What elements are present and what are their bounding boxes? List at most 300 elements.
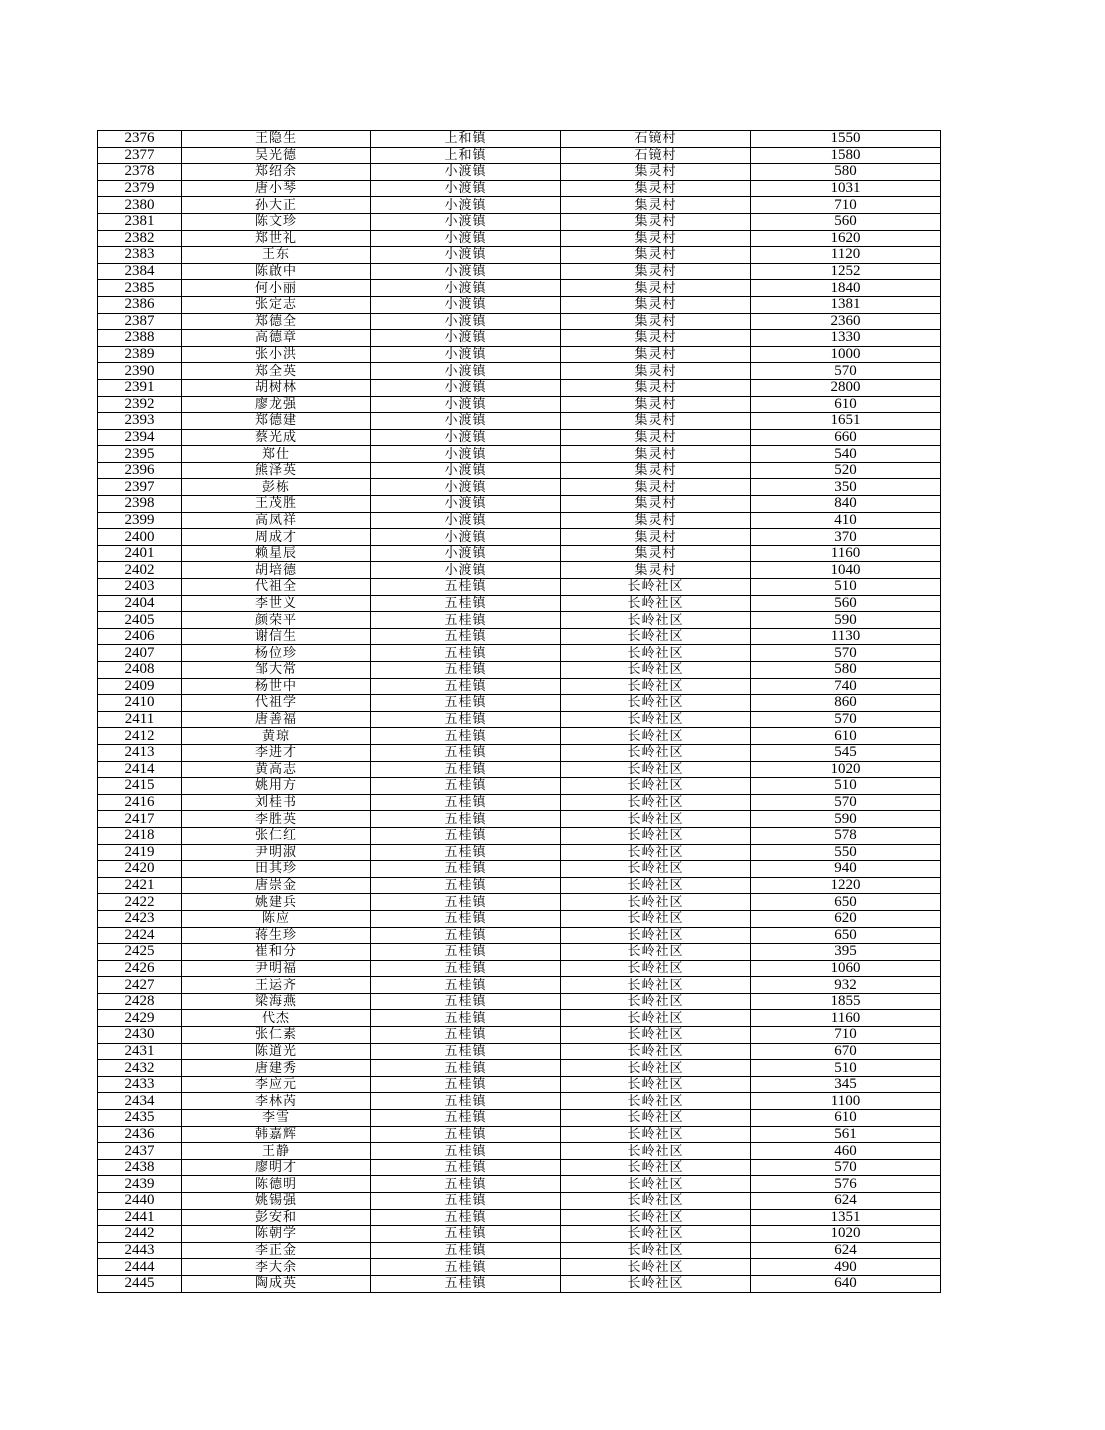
town-cell: 上和镇 (371, 131, 561, 148)
name-cell: 李世义 (182, 595, 371, 612)
amount-cell: 510 (751, 579, 941, 596)
amount-cell: 1160 (751, 1010, 941, 1027)
village-cell: 长岭社区 (561, 1060, 751, 1077)
amount-cell: 1330 (751, 330, 941, 347)
village-cell: 长岭社区 (561, 1043, 751, 1060)
table-row (98, 927, 941, 944)
serial-number-cell: 2441 (98, 1209, 182, 1226)
serial-number-cell: 2380 (98, 197, 182, 214)
table-row (98, 247, 941, 264)
amount-cell: 540 (751, 446, 941, 463)
amount-cell: 650 (751, 927, 941, 944)
table-body (98, 131, 941, 1293)
serial-number-cell: 2397 (98, 479, 182, 496)
town-cell: 小渡镇 (371, 413, 561, 430)
serial-number-cell: 2416 (98, 794, 182, 811)
serial-number-cell: 2389 (98, 346, 182, 363)
town-cell: 小渡镇 (371, 545, 561, 562)
village-cell: 集灵村 (561, 164, 751, 181)
name-cell: 王运齐 (182, 977, 371, 994)
table-row (98, 180, 941, 197)
name-cell: 廖明才 (182, 1159, 371, 1176)
town-cell: 五桂镇 (371, 1043, 561, 1060)
town-cell: 五桂镇 (371, 1259, 561, 1276)
serial-number-cell: 2400 (98, 529, 182, 546)
amount-cell: 510 (751, 778, 941, 795)
amount-cell: 570 (751, 794, 941, 811)
serial-number-cell: 2381 (98, 213, 182, 230)
amount-cell: 570 (751, 1159, 941, 1176)
name-cell: 黄琼 (182, 728, 371, 745)
name-cell: 李进才 (182, 744, 371, 761)
name-cell: 高德章 (182, 330, 371, 347)
village-cell: 长岭社区 (561, 1226, 751, 1243)
town-cell: 小渡镇 (371, 363, 561, 380)
serial-number-cell: 2383 (98, 247, 182, 264)
serial-number-cell: 2407 (98, 645, 182, 662)
amount-cell: 590 (751, 811, 941, 828)
name-cell: 赖星辰 (182, 545, 371, 562)
town-cell: 五桂镇 (371, 1143, 561, 1160)
town-cell: 五桂镇 (371, 811, 561, 828)
serial-number-cell: 2385 (98, 280, 182, 297)
table-row (98, 164, 941, 181)
amount-cell: 660 (751, 429, 941, 446)
name-cell: 张仁红 (182, 827, 371, 844)
town-cell: 小渡镇 (371, 512, 561, 529)
town-cell: 五桂镇 (371, 1027, 561, 1044)
village-cell: 集灵村 (561, 379, 751, 396)
name-cell: 蔡光成 (182, 429, 371, 446)
village-cell: 长岭社区 (561, 944, 751, 961)
table-row (98, 1093, 941, 1110)
town-cell: 小渡镇 (371, 496, 561, 513)
table-row (98, 1126, 941, 1143)
village-cell: 长岭社区 (561, 877, 751, 894)
town-cell: 五桂镇 (371, 1193, 561, 1210)
data-table (97, 130, 941, 1293)
name-cell: 何小丽 (182, 280, 371, 297)
amount-cell: 570 (751, 363, 941, 380)
serial-number-cell: 2401 (98, 545, 182, 562)
table-row (98, 612, 941, 629)
village-cell: 长岭社区 (561, 628, 751, 645)
serial-number-cell: 2405 (98, 612, 182, 629)
amount-cell: 1020 (751, 1226, 941, 1243)
name-cell: 代祖学 (182, 695, 371, 712)
town-cell: 小渡镇 (371, 330, 561, 347)
table-row (98, 662, 941, 679)
name-cell: 李应元 (182, 1076, 371, 1093)
serial-number-cell: 2415 (98, 778, 182, 795)
village-cell: 集灵村 (561, 562, 751, 579)
serial-number-cell: 2402 (98, 562, 182, 579)
serial-number-cell: 2430 (98, 1027, 182, 1044)
serial-number-cell: 2390 (98, 363, 182, 380)
table-row (98, 628, 941, 645)
town-cell: 五桂镇 (371, 1110, 561, 1127)
serial-number-cell: 2439 (98, 1176, 182, 1193)
serial-number-cell: 2443 (98, 1242, 182, 1259)
table-row (98, 894, 941, 911)
serial-number-cell: 2429 (98, 1010, 182, 1027)
town-cell: 五桂镇 (371, 1209, 561, 1226)
village-cell: 集灵村 (561, 180, 751, 197)
amount-cell: 1160 (751, 545, 941, 562)
amount-cell: 1651 (751, 413, 941, 430)
amount-cell: 1855 (751, 993, 941, 1010)
table-row (98, 147, 941, 164)
village-cell: 长岭社区 (561, 894, 751, 911)
serial-number-cell: 2436 (98, 1126, 182, 1143)
town-cell: 小渡镇 (371, 529, 561, 546)
name-cell: 周成才 (182, 529, 371, 546)
table-row (98, 197, 941, 214)
serial-number-cell: 2393 (98, 413, 182, 430)
table-row (98, 1242, 941, 1259)
table-row (98, 778, 941, 795)
village-cell: 长岭社区 (561, 662, 751, 679)
amount-cell: 1000 (751, 346, 941, 363)
amount-cell: 840 (751, 496, 941, 513)
table-row (98, 811, 941, 828)
serial-number-cell: 2378 (98, 164, 182, 181)
town-cell: 五桂镇 (371, 944, 561, 961)
serial-number-cell: 2410 (98, 695, 182, 712)
table-row (98, 579, 941, 596)
village-cell: 长岭社区 (561, 844, 751, 861)
table-row (98, 131, 941, 148)
village-cell: 长岭社区 (561, 794, 751, 811)
town-cell: 五桂镇 (371, 628, 561, 645)
village-cell: 长岭社区 (561, 1242, 751, 1259)
village-cell: 长岭社区 (561, 1259, 751, 1276)
amount-cell: 560 (751, 595, 941, 612)
serial-number-cell: 2445 (98, 1275, 182, 1292)
amount-cell: 610 (751, 396, 941, 413)
amount-cell: 560 (751, 213, 941, 230)
village-cell: 长岭社区 (561, 811, 751, 828)
name-cell: 杨世中 (182, 678, 371, 695)
town-cell: 五桂镇 (371, 1159, 561, 1176)
table-row (98, 744, 941, 761)
name-cell: 胡培德 (182, 562, 371, 579)
village-cell: 长岭社区 (561, 1143, 751, 1160)
village-cell: 集灵村 (561, 545, 751, 562)
town-cell: 小渡镇 (371, 562, 561, 579)
village-cell: 长岭社区 (561, 678, 751, 695)
name-cell: 熊泽英 (182, 462, 371, 479)
amount-cell: 590 (751, 612, 941, 629)
town-cell: 五桂镇 (371, 927, 561, 944)
town-cell: 五桂镇 (371, 579, 561, 596)
amount-cell: 1580 (751, 147, 941, 164)
village-cell: 石镜村 (561, 131, 751, 148)
table-row (98, 446, 941, 463)
town-cell: 小渡镇 (371, 280, 561, 297)
village-cell: 长岭社区 (561, 827, 751, 844)
serial-number-cell: 2435 (98, 1110, 182, 1127)
table-row (98, 728, 941, 745)
name-cell: 陶成英 (182, 1275, 371, 1292)
name-cell: 张仁素 (182, 1027, 371, 1044)
table-row (98, 330, 941, 347)
town-cell: 五桂镇 (371, 844, 561, 861)
serial-number-cell: 2382 (98, 230, 182, 247)
village-cell: 集灵村 (561, 512, 751, 529)
town-cell: 小渡镇 (371, 446, 561, 463)
amount-cell: 1100 (751, 1093, 941, 1110)
village-cell: 长岭社区 (561, 1176, 751, 1193)
serial-number-cell: 2376 (98, 131, 182, 148)
name-cell: 陈德明 (182, 1176, 371, 1193)
town-cell: 五桂镇 (371, 910, 561, 927)
name-cell: 孙大正 (182, 197, 371, 214)
village-cell: 集灵村 (561, 313, 751, 330)
table-row (98, 296, 941, 313)
village-cell: 长岭社区 (561, 711, 751, 728)
name-cell: 张定志 (182, 296, 371, 313)
amount-cell: 460 (751, 1143, 941, 1160)
village-cell: 石镜村 (561, 147, 751, 164)
amount-cell: 510 (751, 1060, 941, 1077)
amount-cell: 610 (751, 1110, 941, 1127)
village-cell: 长岭社区 (561, 1076, 751, 1093)
serial-number-cell: 2418 (98, 827, 182, 844)
amount-cell: 578 (751, 827, 941, 844)
village-cell: 集灵村 (561, 479, 751, 496)
table-row (98, 396, 941, 413)
serial-number-cell: 2394 (98, 429, 182, 446)
village-cell: 长岭社区 (561, 1275, 751, 1292)
table-row (98, 263, 941, 280)
name-cell: 刘桂书 (182, 794, 371, 811)
serial-number-cell: 2386 (98, 296, 182, 313)
name-cell: 姚建兵 (182, 894, 371, 911)
serial-number-cell: 2411 (98, 711, 182, 728)
town-cell: 五桂镇 (371, 1060, 561, 1077)
serial-number-cell: 2423 (98, 910, 182, 927)
amount-cell: 2800 (751, 379, 941, 396)
amount-cell: 740 (751, 678, 941, 695)
amount-cell: 580 (751, 662, 941, 679)
town-cell: 小渡镇 (371, 479, 561, 496)
serial-number-cell: 2417 (98, 811, 182, 828)
town-cell: 五桂镇 (371, 827, 561, 844)
village-cell: 长岭社区 (561, 861, 751, 878)
name-cell: 陈道光 (182, 1043, 371, 1060)
village-cell: 长岭社区 (561, 778, 751, 795)
town-cell: 小渡镇 (371, 296, 561, 313)
name-cell: 颜荣平 (182, 612, 371, 629)
name-cell: 廖龙强 (182, 396, 371, 413)
name-cell: 高凤祥 (182, 512, 371, 529)
village-cell: 长岭社区 (561, 1126, 751, 1143)
serial-number-cell: 2433 (98, 1076, 182, 1093)
town-cell: 小渡镇 (371, 164, 561, 181)
name-cell: 黄高志 (182, 761, 371, 778)
amount-cell: 370 (751, 529, 941, 546)
serial-number-cell: 2377 (98, 147, 182, 164)
amount-cell: 640 (751, 1275, 941, 1292)
town-cell: 小渡镇 (371, 213, 561, 230)
village-cell: 长岭社区 (561, 977, 751, 994)
amount-cell: 624 (751, 1193, 941, 1210)
village-cell: 长岭社区 (561, 1159, 751, 1176)
amount-cell: 932 (751, 977, 941, 994)
table-row (98, 944, 941, 961)
table-row (98, 1275, 941, 1292)
name-cell: 李林芮 (182, 1093, 371, 1110)
name-cell: 陈朝学 (182, 1226, 371, 1243)
village-cell: 长岭社区 (561, 1209, 751, 1226)
amount-cell: 1840 (751, 280, 941, 297)
town-cell: 五桂镇 (371, 744, 561, 761)
town-cell: 五桂镇 (371, 1275, 561, 1292)
amount-cell: 561 (751, 1126, 941, 1143)
town-cell: 五桂镇 (371, 695, 561, 712)
serial-number-cell: 2414 (98, 761, 182, 778)
table-row (98, 479, 941, 496)
name-cell: 尹明淑 (182, 844, 371, 861)
amount-cell: 2360 (751, 313, 941, 330)
town-cell: 五桂镇 (371, 595, 561, 612)
village-cell: 集灵村 (561, 396, 751, 413)
name-cell: 代杰 (182, 1010, 371, 1027)
table-row (98, 960, 941, 977)
amount-cell: 710 (751, 1027, 941, 1044)
town-cell: 小渡镇 (371, 462, 561, 479)
name-cell: 唐崇金 (182, 877, 371, 894)
name-cell: 郑德建 (182, 413, 371, 430)
amount-cell: 1351 (751, 1209, 941, 1226)
village-cell: 长岭社区 (561, 993, 751, 1010)
town-cell: 五桂镇 (371, 877, 561, 894)
amount-cell: 1040 (751, 562, 941, 579)
amount-cell: 610 (751, 728, 941, 745)
village-cell: 集灵村 (561, 230, 751, 247)
town-cell: 五桂镇 (371, 711, 561, 728)
amount-cell: 576 (751, 1176, 941, 1193)
town-cell: 五桂镇 (371, 894, 561, 911)
serial-number-cell: 2388 (98, 330, 182, 347)
table-row (98, 1010, 941, 1027)
town-cell: 五桂镇 (371, 1126, 561, 1143)
name-cell: 李大余 (182, 1259, 371, 1276)
table-row (98, 1110, 941, 1127)
table-row (98, 1143, 941, 1160)
serial-number-cell: 2422 (98, 894, 182, 911)
village-cell: 集灵村 (561, 413, 751, 430)
amount-cell: 490 (751, 1259, 941, 1276)
village-cell: 集灵村 (561, 363, 751, 380)
serial-number-cell: 2424 (98, 927, 182, 944)
amount-cell: 1550 (751, 131, 941, 148)
serial-number-cell: 2425 (98, 944, 182, 961)
village-cell: 集灵村 (561, 429, 751, 446)
serial-number-cell: 2421 (98, 877, 182, 894)
town-cell: 小渡镇 (371, 247, 561, 264)
village-cell: 长岭社区 (561, 695, 751, 712)
name-cell: 田其珍 (182, 861, 371, 878)
serial-number-cell: 2395 (98, 446, 182, 463)
table-row (98, 1209, 941, 1226)
amount-cell: 624 (751, 1242, 941, 1259)
town-cell: 五桂镇 (371, 678, 561, 695)
serial-number-cell: 2406 (98, 628, 182, 645)
serial-number-cell: 2396 (98, 462, 182, 479)
village-cell: 长岭社区 (561, 1110, 751, 1127)
table-row (98, 977, 941, 994)
town-cell: 上和镇 (371, 147, 561, 164)
name-cell: 唐建秀 (182, 1060, 371, 1077)
name-cell: 郑全英 (182, 363, 371, 380)
table-row (98, 496, 941, 513)
table-row (98, 1259, 941, 1276)
serial-number-cell: 2412 (98, 728, 182, 745)
village-cell: 长岭社区 (561, 960, 751, 977)
name-cell: 胡树林 (182, 379, 371, 396)
amount-cell: 710 (751, 197, 941, 214)
amount-cell: 570 (751, 645, 941, 662)
table-row (98, 1193, 941, 1210)
village-cell: 集灵村 (561, 529, 751, 546)
name-cell: 邹大常 (182, 662, 371, 679)
village-cell: 长岭社区 (561, 645, 751, 662)
table-row (98, 213, 941, 230)
amount-cell: 410 (751, 512, 941, 529)
town-cell: 小渡镇 (371, 197, 561, 214)
name-cell: 李胜英 (182, 811, 371, 828)
village-cell: 长岭社区 (561, 728, 751, 745)
name-cell: 王茂胜 (182, 496, 371, 513)
name-cell: 王隐生 (182, 131, 371, 148)
name-cell: 李正金 (182, 1242, 371, 1259)
village-cell: 长岭社区 (561, 761, 751, 778)
name-cell: 杨位珍 (182, 645, 371, 662)
village-cell: 集灵村 (561, 213, 751, 230)
name-cell: 蒋生珍 (182, 927, 371, 944)
amount-cell: 1031 (751, 180, 941, 197)
village-cell: 长岭社区 (561, 579, 751, 596)
table-row (98, 1226, 941, 1243)
table-row (98, 379, 941, 396)
town-cell: 小渡镇 (371, 263, 561, 280)
name-cell: 韩嘉辉 (182, 1126, 371, 1143)
serial-number-cell: 2398 (98, 496, 182, 513)
name-cell: 郑德全 (182, 313, 371, 330)
town-cell: 五桂镇 (371, 1176, 561, 1193)
serial-number-cell: 2384 (98, 263, 182, 280)
amount-cell: 1220 (751, 877, 941, 894)
serial-number-cell: 2442 (98, 1226, 182, 1243)
serial-number-cell: 2440 (98, 1193, 182, 1210)
serial-number-cell: 2431 (98, 1043, 182, 1060)
town-cell: 五桂镇 (371, 1093, 561, 1110)
table-row (98, 1060, 941, 1077)
table-row (98, 529, 941, 546)
town-cell: 五桂镇 (371, 993, 561, 1010)
table-row (98, 711, 941, 728)
name-cell: 陈啟中 (182, 263, 371, 280)
serial-number-cell: 2399 (98, 512, 182, 529)
village-cell: 长岭社区 (561, 612, 751, 629)
table-row (98, 363, 941, 380)
serial-number-cell: 2391 (98, 379, 182, 396)
serial-number-cell: 2403 (98, 579, 182, 596)
village-cell: 集灵村 (561, 446, 751, 463)
amount-cell: 550 (751, 844, 941, 861)
